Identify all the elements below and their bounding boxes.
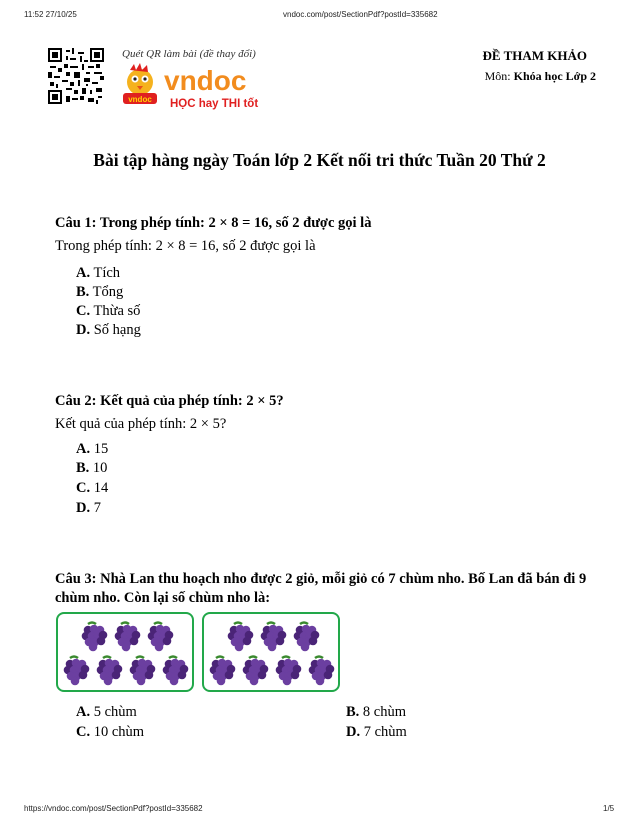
print-url-title: vndoc.com/post/SectionPdf?postId=335682 (283, 10, 438, 19)
grape-bunch-icon (115, 623, 141, 652)
print-footer-url: https://vndoc.com/post/SectionPdf?postId=335682 (24, 804, 203, 813)
grape-bunch-icon (130, 657, 156, 686)
option-label: A. (76, 441, 91, 457)
question-2-title: Câu 2: Kết quả của phép tính: 2 × 5? (55, 393, 284, 409)
option-text: 7 chùm (363, 724, 407, 740)
option-text: 15 (93, 441, 109, 457)
option-text: Thừa số (93, 303, 141, 319)
subject-line (485, 69, 596, 84)
option-label: A. (76, 704, 91, 720)
question-1-text: Trong phép tính: 2 × 8 = 16, số 2 được gọi là (55, 238, 316, 254)
q1-option-d[interactable] (76, 322, 141, 339)
option-label: B. (346, 704, 360, 720)
option-text: 5 chùm (93, 704, 137, 720)
option-text: Tích (93, 265, 121, 281)
grape-bunches (56, 612, 348, 694)
q3-option-a[interactable] (76, 704, 137, 721)
option-label: D. (346, 724, 361, 740)
option-label: B. (76, 284, 90, 300)
grape-bunch-icon (210, 657, 236, 686)
grape-bunch-icon (309, 657, 335, 686)
q1-option-a[interactable] (76, 265, 120, 282)
vndoc-logo (120, 62, 270, 112)
q3-option-b[interactable] (346, 704, 406, 721)
q2-option-b[interactable] (76, 460, 107, 477)
page-title: Bài tập hàng ngày Toán lớp 2 Kết nối tri thức Tuần 20 Thứ 2 (93, 150, 546, 170)
option-label: D. (76, 322, 91, 338)
page-indicator: 1/5 (603, 804, 615, 813)
grape-baskets-illustration (56, 612, 348, 694)
q2-option-c[interactable] (76, 480, 108, 497)
grape-bunch-icon (276, 657, 302, 686)
grape-bunch-icon (243, 657, 269, 686)
q2-option-a[interactable] (76, 441, 108, 458)
option-label: A. (76, 265, 91, 281)
option-label: B. (76, 460, 90, 476)
option-label: D. (76, 500, 91, 516)
q2-option-d[interactable] (76, 500, 101, 517)
q3-option-d[interactable] (346, 724, 407, 741)
grape-bunch-icon (163, 657, 189, 686)
grape-bunch-icon (97, 657, 123, 686)
logo-badge-text: vndoc (128, 95, 152, 104)
question-2-text: Kết quả của phép tính: 2 × 5? (55, 416, 227, 432)
q1-option-c[interactable] (76, 303, 140, 320)
subject-prefix: Môn: (484, 69, 511, 83)
option-text: Số hạng (93, 322, 141, 338)
grape-bunch-icon (82, 623, 108, 652)
option-text: 7 (93, 500, 101, 516)
qr-code-icon (48, 48, 104, 104)
q3-option-c[interactable] (76, 724, 144, 741)
logo-wordmark: vndoc (164, 65, 247, 96)
grape-bunch-icon (228, 623, 254, 652)
question-3-title: Câu 3: Nhà Lan thu hoạch nho được 2 giỏ, mỗi giỏ có 7 chùm nho. Bố Lan đã bán đi 9 chùm nho. Còn lại số chùm nho là: (55, 571, 587, 606)
subject-value: Khóa học Lớp 2 (513, 69, 596, 83)
option-text: 8 chùm (362, 704, 407, 720)
option-text: Tổng (92, 284, 124, 300)
option-label: C. (76, 303, 91, 319)
q1-option-b[interactable] (76, 284, 123, 301)
option-text: 10 chùm (93, 724, 145, 740)
option-label: C. (76, 724, 91, 740)
logo-tagline: HỌC hay THI tốt (170, 98, 259, 110)
vndoc-mascot-icon (120, 62, 270, 112)
reference-label: ĐỀ THAM KHẢO (482, 48, 587, 63)
option-text: 10 (92, 460, 108, 476)
grape-bunch-icon (64, 657, 90, 686)
grape-bunch-icon (148, 623, 174, 652)
option-label: C. (76, 480, 91, 496)
grape-bunch-icon (294, 623, 320, 652)
question-1-title: Câu 1: Trong phép tính: 2 × 8 = 16, số 2 được gọi là (55, 215, 372, 231)
qr-caption: Quét QR làm bài (đề thay đổi) (122, 48, 256, 60)
option-text: 14 (93, 480, 109, 496)
print-datetime: 11:52 27/10/25 (24, 10, 77, 19)
grape-bunch-icon (261, 623, 287, 652)
